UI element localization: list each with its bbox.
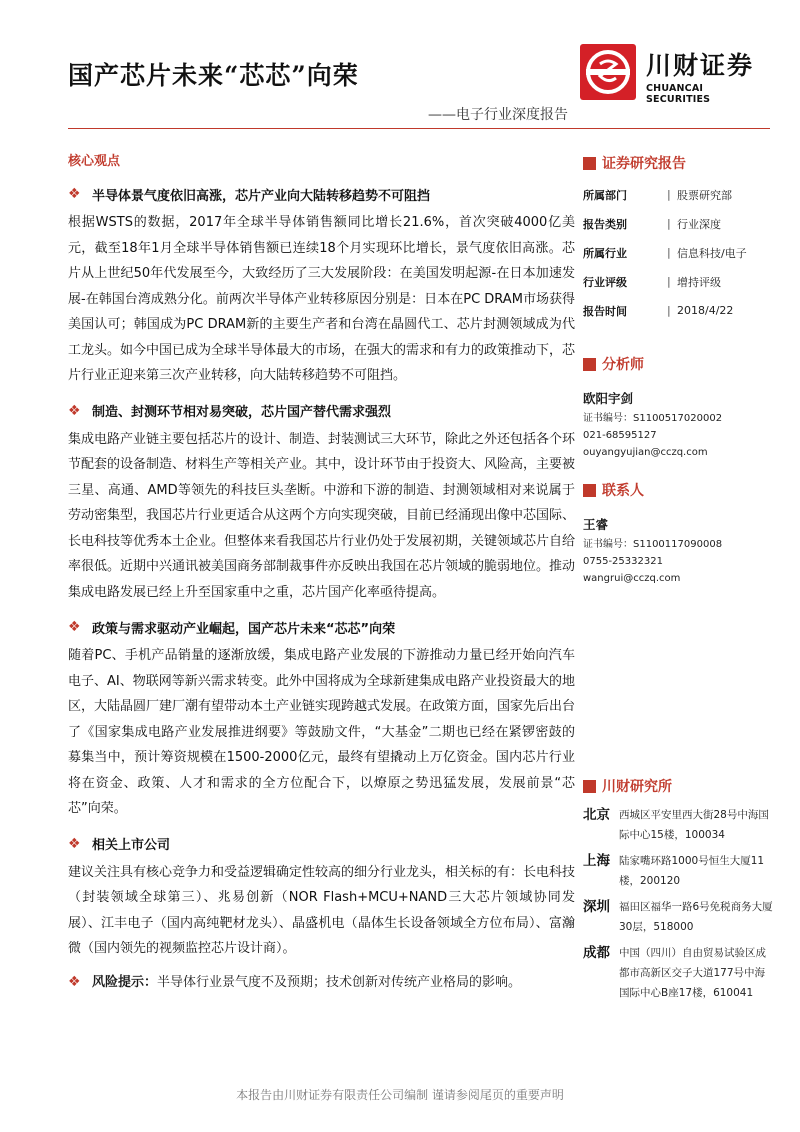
info-value: 增持评级 <box>677 275 721 289</box>
point-heading-text: 半导体景气度依旧高涨，芯片产业向大陆转移趋势不可阻挡 <box>92 188 431 204</box>
institute-title: 川财研究所 <box>583 773 773 799</box>
info-row: 行业评级 | 增持评级 <box>583 275 721 289</box>
info-value: 股票研究部 <box>677 188 732 202</box>
square-bullet-icon <box>583 358 596 371</box>
info-row: 所属部门 | 股票研究部 <box>583 188 732 202</box>
analyst-email[interactable]: ouyangyujian@cczq.com <box>583 447 708 458</box>
point-body: 建议关注具有核心竞争力和受益逻辑确定性较高的细分行业龙头，相关标的有：长电科技（封装领域全球第三）、兆易创新（NOR Flash+MCU+NAND三大芯片领域协同发展）、江丰电子（国内高纯靶材龙头）、晶盛机电（晶体生长设备领域全方位布局）、富瀚微（国内领先的视频监控芯片设计商）。 <box>68 864 576 956</box>
risk-text: 半导体行业景气度不及预期；技术创新对传统产业格局的影响。 <box>157 974 522 990</box>
footer-disclaimer: 本报告由川财证券有限责任公司编制 谨请参阅尾页的重要声明 <box>236 1088 564 1102</box>
office-address: 中国（四川）自由贸易试验区成都市高新区交子大道177号中海国际中心B座17楼，610041 <box>619 947 766 999</box>
info-row: 报告时间 | 2018/4/22 <box>583 304 734 318</box>
contact-title: 联系人 <box>583 477 773 503</box>
bullet-diamond-icon: ❖ <box>68 402 81 419</box>
report-info-title: 证券研究报告 <box>583 150 773 176</box>
logo-english-name: CHUANCAI SECURITIES <box>646 83 711 105</box>
report-subtitle: ——电子行业深度报告 <box>428 107 568 123</box>
main-content <box>68 140 575 995</box>
logo-chinese-name: 川财证券 <box>646 51 755 80</box>
analyst-title: 分析师 <box>583 351 773 377</box>
bullet-diamond-icon: ❖ <box>68 973 81 990</box>
office-entry <box>583 805 773 845</box>
point-body: 随着PC、手机产品销量的逐渐放缓，集成电路产业发展的下游推动力量已经开始向汽车电子、AI、物联网等新兴需求转变。此外中国将成为全球新建集成电路产业投资最大的地区，大陆晶圆厂建厂潮有望带动本土产业链实现跨越式发展。在政策方面，国家先后出台了《国家集成电路产业发展推进纲要》等鼓励文件，“大基金”二期也已经在紧锣密鼓的募集当中，预计筹资规模在1500-2000亿元，最终有望撬动上万亿资金。国内芯片行业将在资金、政策、人才和需求的全方位配合下，以燎原之势迅猛发展，发展前景“芯芯”向荣。 <box>68 648 576 816</box>
bullet-diamond-icon: ❖ <box>68 619 81 635</box>
info-value: 2018/4/22 <box>677 304 734 317</box>
analyst-name: 欧阳宇剑 <box>583 391 634 406</box>
square-bullet-icon <box>583 484 596 497</box>
office-entry <box>583 897 773 937</box>
point-heading-text: 相关上市公司 <box>92 838 171 853</box>
bullet-diamond-icon: ❖ <box>68 835 81 852</box>
contact-email[interactable]: wangrui@cczq.com <box>583 573 681 584</box>
office-city: 成都 <box>583 945 610 961</box>
point-heading <box>68 180 575 208</box>
office-address: 西城区平安里西大街28号中海国际中心15楼，100034 <box>619 809 769 841</box>
header-divider <box>68 128 770 129</box>
info-value: 信息科技/电子 <box>677 246 747 260</box>
info-key: 行业评级 <box>583 275 627 289</box>
contact-name: 王睿 <box>583 517 609 532</box>
risk-label: 风险提示： <box>92 974 158 990</box>
square-bullet-icon <box>583 780 596 793</box>
bullet-diamond-icon: ❖ <box>68 186 81 202</box>
office-city: 北京 <box>583 807 610 823</box>
point-heading <box>68 830 575 858</box>
section-label: 核心观点 <box>68 154 121 169</box>
office-entry <box>583 943 773 1003</box>
info-key: 报告类别 <box>583 217 627 231</box>
risk-warning <box>68 970 575 995</box>
point-heading-text: 政策与需求驱动产业崛起，国产芯片未来“芯芯”向荣 <box>92 621 396 637</box>
company-logo <box>580 44 770 105</box>
info-key: 所属行业 <box>583 246 627 260</box>
contact-phone: 0755-25332321 <box>583 556 663 567</box>
report-title: 国产芯片未来“芯芯”向荣 <box>68 61 359 90</box>
info-row: 所属行业 | 信息科技/电子 <box>583 246 747 260</box>
square-bullet-icon <box>583 157 596 170</box>
contact-cert: 证书编号：S1100117090008 <box>583 539 723 550</box>
info-key: 报告时间 <box>583 304 627 318</box>
point-heading-text: 制造、封测环节相对易突破，芯片国产替代需求强烈 <box>92 405 392 420</box>
point-body: 根据WSTS的数据，2017年全球半导体销售额同比增长21.6%，首次突破4000亿美元，截至18年1月全球半导体销售额已连续18个月实现环比增长，景气度依旧高涨。芯片从上世纪50年代发展至今，大致经历了三大发展阶段：在美国发明起源-在日本加速发展-在韩国台湾成熟分化。前两次半导体产业转移原因分别是：日本在PC DRAM市场获得美国认可；韩国成为PC DRAM新的主要生产者和台湾在晶圆代工、芯片封测领域成为代工龙头。如今中国已成为全球半导体最大的市场，在强大的需求和有力的政策推动下，芯片行业正迎来第三次产业转移，向大陆转移趋势不可阻挡。 <box>68 215 576 383</box>
sidebar <box>583 150 773 1009</box>
point-heading <box>68 613 575 641</box>
point-heading <box>68 397 575 425</box>
info-key: 所属部门 <box>583 188 627 202</box>
office-address: 福田区福华一路6号免税商务大厦30层，518000 <box>619 901 773 933</box>
info-value: 行业深度 <box>677 217 721 231</box>
analyst-cert: 证书编号：S1100517020002 <box>583 413 723 424</box>
office-entry <box>583 851 773 891</box>
point-body: 集成电路产业链主要包括芯片的设计、制造、封装测试三大环节，除此之外还包括各个环节配套的设备制造、材料生产等相关产业。其中，设计环节由于投资大、风险高，主要被三星、高通、AMD等领先的科技巨头垄断。中游和下游的制造、封测领域相对来说属于劳动密集型，我国芯片行业更适合从这两个方向实现突破，目前已经涌现出像中芯国际、长电科技等优秀本土企业。但整体来看我国芯片行业仍处于发展初期，关键领域芯片自给率很低。近期中兴通讯被美国商务部制裁事件亦反映出我国在芯片领域的脆弱地位。推动集成电路发展已经上升至国家重中之重，芯片国产化率亟待提高。 <box>68 431 576 600</box>
office-address: 陆家嘴环路1000号恒生大厦11楼，200120 <box>619 855 765 887</box>
office-city: 深圳 <box>583 899 610 915</box>
logo-mark-icon <box>580 44 636 100</box>
info-row: 报告类别 | 行业深度 <box>583 217 721 231</box>
analyst-phone: 021-68595127 <box>583 430 657 441</box>
office-city: 上海 <box>583 853 610 869</box>
